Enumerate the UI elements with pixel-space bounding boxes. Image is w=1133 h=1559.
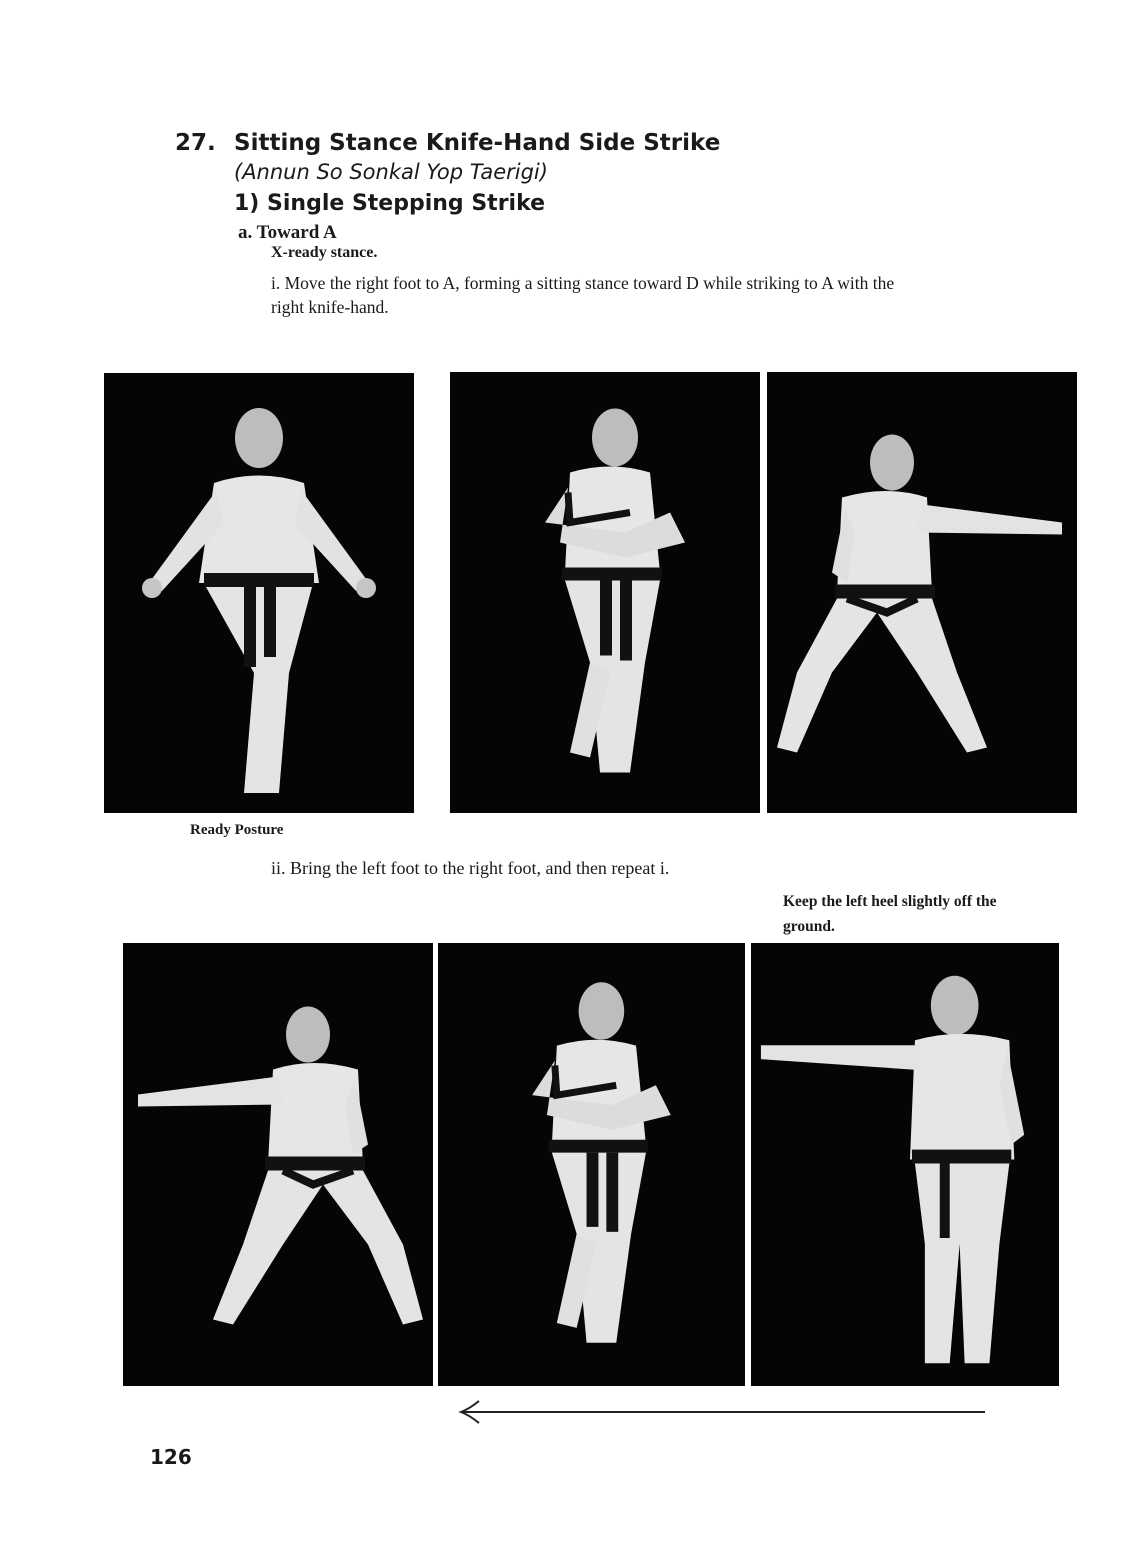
figure-chamber-icon — [438, 943, 745, 1386]
figure-strike-icon — [123, 943, 433, 1386]
instruction-i: i. Move the right foot to A, forming a sitting stance toward D while striking to A with the right knife-hand. — [271, 273, 895, 317]
step-a-stance: X-ready stance. — [271, 244, 378, 261]
left-arrow-icon — [455, 1397, 995, 1427]
figure-chamber-icon — [450, 372, 760, 813]
photo-chamber-2 — [438, 943, 745, 1386]
instruction-ii: ii. Bring the left foot to the right foot, and then repeat i. — [271, 858, 670, 878]
heel-note: Keep the left heel slightly off the ground. — [783, 893, 997, 935]
photo-strike-1 — [767, 372, 1077, 813]
section-number: 27. — [175, 130, 216, 156]
ready-posture-caption: Ready Posture — [190, 822, 284, 838]
photo-ready-posture — [104, 373, 414, 813]
photo-chamber-1 — [450, 372, 760, 813]
step-a-label: a. Toward A — [238, 222, 337, 243]
figure-strike-icon — [767, 372, 1077, 813]
photo-strike-2 — [123, 943, 433, 1386]
subsection-title: 1) Single Stepping Strike — [234, 191, 546, 216]
photo-strike-3 — [751, 943, 1059, 1386]
figure-ready-icon — [104, 373, 414, 813]
section-title: Sitting Stance Knife-Hand Side Strike — [234, 130, 721, 156]
figure-strike-close-icon — [751, 943, 1059, 1386]
section-subtitle: (Annun So Sonkal Yop Taerigi) — [234, 160, 548, 184]
page-number: 126 — [150, 1445, 192, 1469]
